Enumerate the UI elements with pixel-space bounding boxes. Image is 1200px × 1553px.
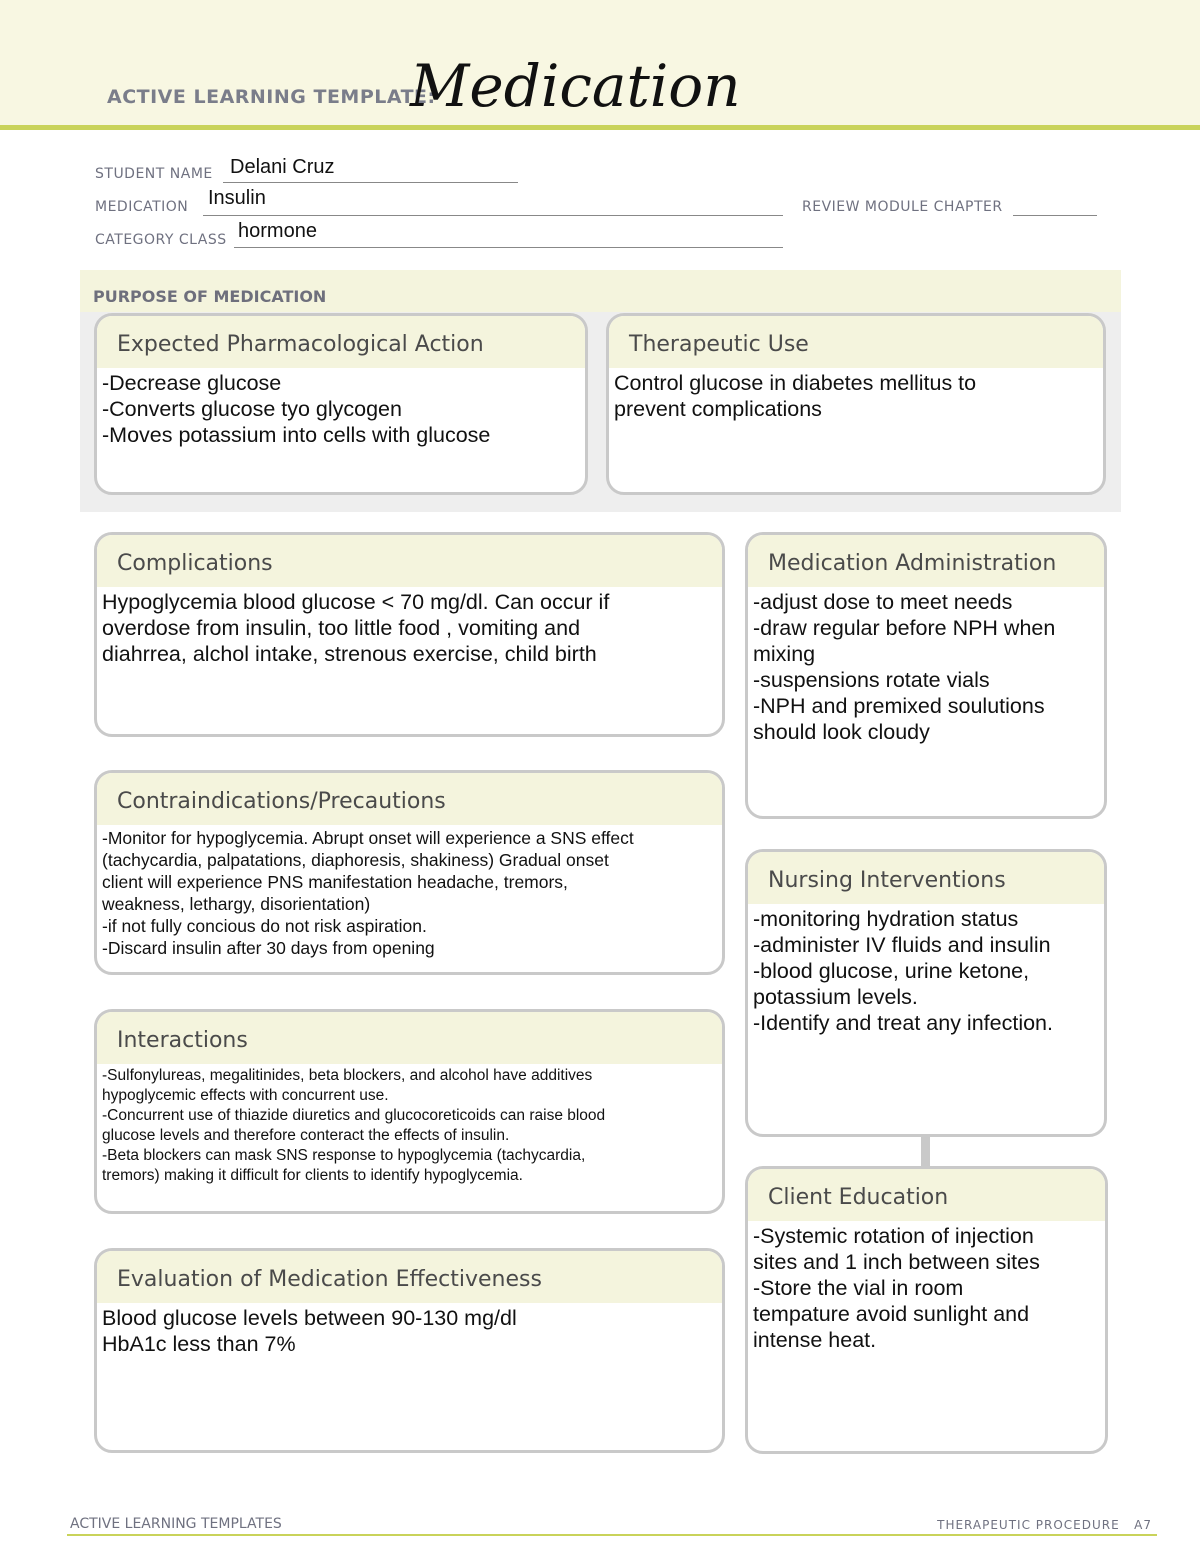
- administration-text[interactable]: -adjust dose to meet needs -draw regular before NPH when mixing -suspensions rotate vials -NPH and premixed soulutions should look cloudy: [753, 590, 1056, 744]
- therapeutic-use-box: [606, 313, 1106, 495]
- category-class-label: CATEGORY CLASS: [95, 232, 227, 248]
- connector-bar: [921, 1136, 930, 1166]
- interactions-text[interactable]: -Sulfonylureas, megalitinides, beta blockers, and alcohol have additives hypoglycemic effects with concurrent use. -Concurrent use of thiazide diuretics and glucocoreticoids can raise blood glucose levels and therefore conteract the effects of insulin. -Beta blockers can mask SNS response to hypoglycemia (tachycardia, tremors) making it difficult for clients to identify hypoglycemia.: [102, 1067, 606, 1184]
- template-label: ACTIVE LEARNING TEMPLATE:: [107, 86, 436, 108]
- footer-rule: [67, 1534, 1157, 1536]
- category-class-line: [234, 246, 783, 248]
- medication-label: MEDICATION: [95, 199, 189, 215]
- expected-action-box: [94, 313, 588, 495]
- therapeutic-use-heading: Therapeutic Use: [609, 316, 1103, 368]
- contraindications-text[interactable]: -Monitor for hypoglycemia. Abrupt onset will experience a SNS effect (tachycardia, palpatations, diaphoresis, shakiness) Gradual onset client will experience PNS manifestation headache, tremors, weakness, lethargy, disorientation) -if not fully concious do not risk aspiration. -Discard insulin after 30 days from opening: [102, 828, 634, 958]
- complications-text[interactable]: Hypoglycemia blood glucose < 70 mg/dl. Can occur if overdose from insulin, too little food , vomiting and diahrrea, alchol intake, strenous exercise, child birth: [102, 590, 610, 666]
- administration-heading: Medication Administration: [748, 535, 1104, 587]
- medication-line: [203, 214, 783, 216]
- contraindications-box: [94, 770, 725, 975]
- nursing-interventions-heading: Nursing Interventions: [748, 852, 1104, 904]
- footer-page-number: A7: [1134, 1518, 1152, 1532]
- contraindications-heading: Contraindications/Precautions: [97, 773, 722, 825]
- client-education-heading: Client Education: [748, 1169, 1105, 1221]
- evaluation-heading: Evaluation of Medication Effectiveness: [97, 1251, 722, 1303]
- interactions-heading: Interactions: [97, 1012, 722, 1064]
- category-class-field[interactable]: hormone: [238, 220, 317, 242]
- footer-right-label: THERAPEUTIC PROCEDURE: [937, 1518, 1120, 1532]
- review-module-chapter-line: [1013, 214, 1097, 216]
- evaluation-text[interactable]: Blood glucose levels between 90-130 mg/dl HbA1c less than 7%: [102, 1306, 517, 1356]
- client-education-text[interactable]: -Systemic rotation of injection sites and 1 inch between sites -Store the vial in room tempature avoid sunlight and intense heat.: [753, 1224, 1040, 1352]
- nursing-interventions-text[interactable]: -monitoring hydration status -administer IV fluids and insulin -blood glucose, urine ketone, potassium levels. -Identify and treat any infection.: [753, 907, 1053, 1035]
- administration-box: [745, 532, 1107, 819]
- student-name-line: [223, 181, 518, 183]
- client-education-box: [745, 1166, 1108, 1454]
- student-name-field[interactable]: Delani Cruz: [230, 156, 335, 178]
- footer-left: ACTIVE LEARNING TEMPLATES: [70, 1516, 282, 1532]
- interactions-box: [94, 1009, 725, 1214]
- medication-field[interactable]: Insulin: [208, 187, 266, 209]
- review-module-chapter-label: REVIEW MODULE CHAPTER: [802, 199, 1003, 215]
- purpose-title: PURPOSE OF MEDICATION: [93, 287, 327, 306]
- complications-box: [94, 532, 725, 737]
- therapeutic-use-text[interactable]: Control glucose in diabetes mellitus to prevent complications: [614, 371, 977, 421]
- student-name-label: STUDENT NAME: [95, 166, 213, 182]
- complications-heading: Complications: [97, 535, 722, 587]
- expected-action-heading: Expected Pharmacological Action: [97, 316, 585, 368]
- expected-action-text[interactable]: -Decrease glucose -Converts glucose tyo glycogen -Moves potassium into cells with glucose: [102, 371, 491, 447]
- page-title: Medication: [410, 52, 741, 120]
- evaluation-box: [94, 1248, 725, 1453]
- footer-right: [937, 1518, 1152, 1532]
- nursing-interventions-box: [745, 849, 1107, 1137]
